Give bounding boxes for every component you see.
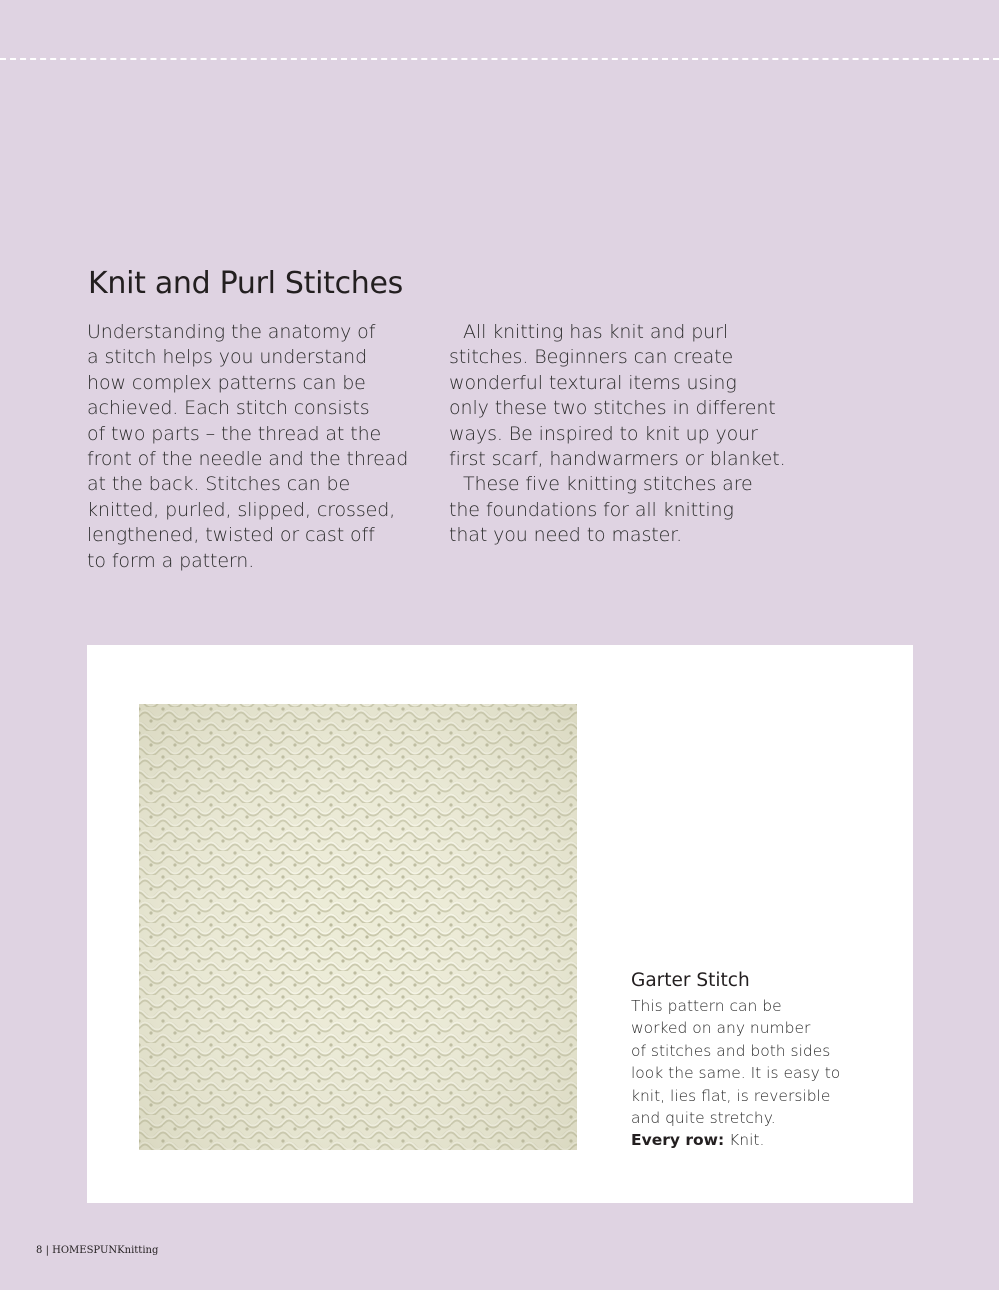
intro-left-line: front of the needle and the thread	[87, 448, 409, 471]
stitch-description-line: This pattern can be	[631, 997, 782, 1015]
stitch-description-line: knit, lies flat, is reversible	[631, 1086, 831, 1105]
page-title: Knit and Purl Stitches	[88, 266, 403, 301]
stitch-description-line: worked on any number	[631, 1019, 811, 1038]
intro-left-line: lengthened, twisted or cast off	[87, 524, 375, 547]
stitch-description	[631, 995, 871, 1152]
stitch-instruction	[631, 1129, 871, 1151]
intro-left-line: how complex patterns can be	[87, 371, 366, 394]
knit-texture-graphic	[139, 704, 577, 1150]
stitch-name: Garter Stitch	[631, 970, 750, 991]
intro-right-line: the foundations for all knitting	[449, 498, 734, 521]
intro-column-right	[449, 320, 799, 549]
instruction-label: Every row:	[631, 1131, 725, 1150]
stitch-description-line: of stitches and both sides	[631, 1041, 831, 1060]
stitch-description-line: and quite stretchy.	[631, 1109, 776, 1128]
intro-right-line: that you need to master.	[449, 524, 683, 547]
footer-section: Knitting	[117, 1245, 159, 1256]
intro-left-line: achieved. Each stitch consists	[87, 397, 370, 420]
intro-right-line: only these two stitches in different	[449, 397, 776, 420]
intro-right-line: These five knitting stitches are	[463, 473, 753, 496]
page-footer	[36, 1245, 158, 1256]
intro-left-line: knitted, purled, slipped, crossed,	[87, 498, 396, 521]
intro-left-line: a stitch helps you understand	[87, 346, 368, 369]
intro-left-line: at the back. Stitches can be	[87, 473, 351, 496]
footer-separator: |	[45, 1245, 49, 1256]
garter-stitch-swatch-image	[139, 704, 577, 1150]
intro-right-line: All knitting has knit and purl	[463, 321, 728, 343]
intro-right-line: ways. Be inspired to knit up your	[449, 422, 758, 445]
intro-left-line: Understanding the anatomy of	[87, 321, 376, 343]
publication-name: HOMESPUN	[52, 1245, 118, 1256]
intro-right-line: stitches. Beginners can create	[449, 346, 734, 369]
intro-left-line: of two parts – the thread at the	[87, 422, 382, 445]
intro-left-line: to form a pattern.	[87, 549, 255, 572]
dashed-divider	[0, 58, 999, 60]
stitch-caption	[631, 970, 871, 1152]
intro-right-line: wonderful textural items using	[449, 371, 737, 394]
instruction-text: Knit.	[729, 1131, 765, 1150]
stitch-panel	[87, 645, 913, 1203]
intro-right-line: first scarf, handwarmers or blanket.	[449, 448, 786, 471]
intro-column-left	[87, 320, 427, 574]
page-number: 8	[36, 1245, 43, 1256]
stitch-description-line: look the same. It is easy to	[631, 1064, 841, 1083]
